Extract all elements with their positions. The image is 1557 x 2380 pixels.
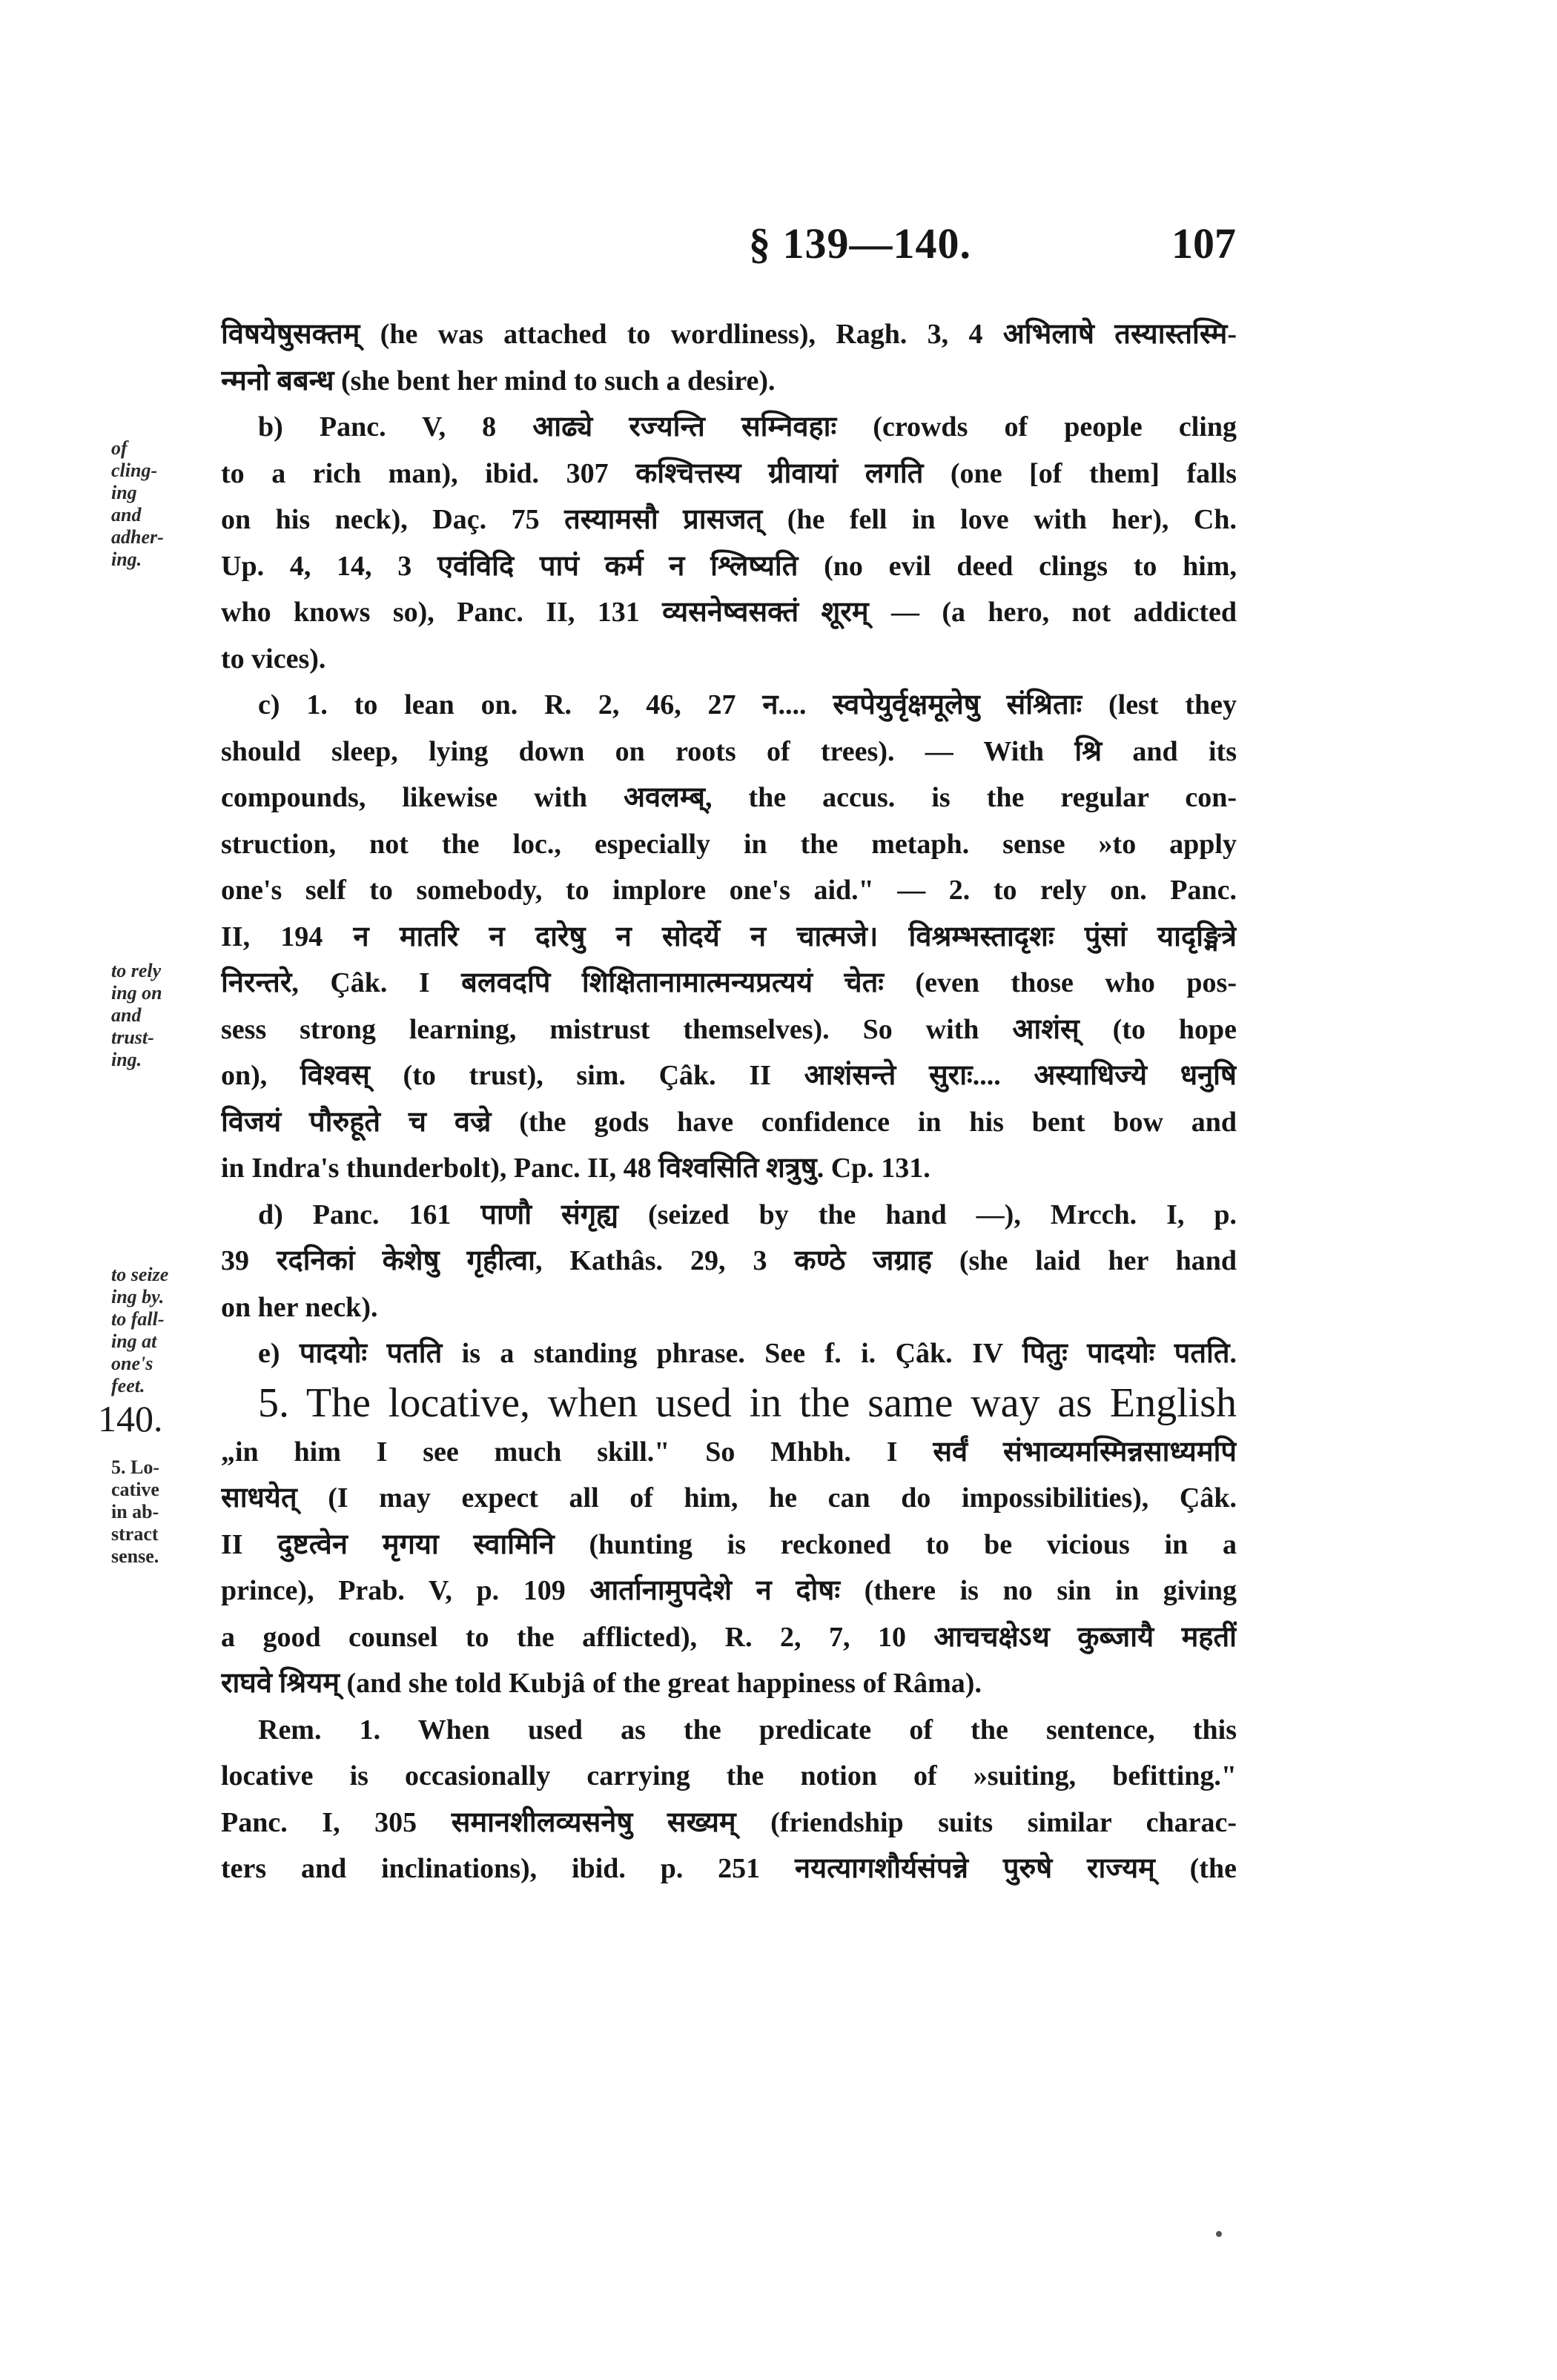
main-text: [221, 311, 1237, 1892]
margin-note-line: ing.: [111, 548, 142, 570]
text-line: Panc. I, 305 समानशीलव्यसनेषु सख्यम् (friendship suits similar charac-: [221, 1806, 1237, 1838]
margin-note-line: ing on: [111, 982, 162, 1004]
margin-note-locative: [111, 1456, 159, 1568]
text-line: e) पादयोः पतति is a standing phrase. See f. i. Çâk. IV पितुः पादयोः पतति.: [258, 1338, 1237, 1369]
text-line: prince), Prab. V, p. 109 आर्तानामुपदेशे न दोषः (there is no sin in giving: [221, 1575, 1237, 1606]
margin-note-line: and: [111, 1004, 142, 1026]
text-line: compounds, likewise with अवलम्ब्, the accus. is the regular con-: [221, 782, 1237, 813]
text-line: on her neck).: [221, 1291, 378, 1323]
page-number: 107: [1171, 219, 1236, 268]
margin-note-line: to rely: [111, 960, 162, 981]
margin-note-line: stract: [111, 1523, 159, 1545]
text-line: struction, not the loc., especially in the metaph. sense »to apply: [221, 828, 1237, 860]
text-line: न्मनो बबन्ध (she bent her mind to such a desire).: [221, 365, 776, 397]
margin-note-clinging: [111, 437, 164, 571]
text-line: one's self to somebody, to implore one's aid." — 2. to rely on. Panc.: [221, 875, 1237, 906]
text-line: d) Panc. 161 पाणौ संगृह्य (seized by the hand —), Mrcch. I, p.: [258, 1199, 1237, 1230]
text-line: a good counsel to the afflicted), R. 2, 7, 10 आचचक्षेऽथ कुब्जायै महतीं: [221, 1621, 1237, 1653]
margin-note-line: to seize: [111, 1264, 169, 1285]
margin-note-line: cative: [111, 1479, 159, 1500]
text-line: who knows so), Panc. II, 131 व्यसनेष्वसक्तं शूरम् — (a hero, not addicted: [221, 597, 1237, 628]
margin-note-line: of: [111, 437, 128, 459]
margin-note-seize: [111, 1264, 168, 1397]
text-line: II दुष्टत्वेन मृगया स्वामिनि (hunting is reckoned to be vicious in a: [221, 1528, 1237, 1560]
text-line: 5. The locative, when used in the same way as English: [258, 1379, 1237, 1426]
text-line: साधयेत् (I may expect all of him, he can do impossibilities), Çâk.: [221, 1482, 1237, 1514]
margin-note-line: and: [111, 504, 142, 526]
margin-note-line: ing.: [111, 1049, 142, 1070]
text-line: 39 रदनिकां केशेषु गृहीत्वा, Kathâs. 29, 3 कण्ठे जग्राह (she laid her hand: [221, 1245, 1237, 1276]
margin-note-line: one's: [111, 1353, 153, 1374]
text-line: locative is occasionally carrying the notion of »suiting, befitting.": [221, 1760, 1237, 1791]
print-speck: [1216, 2231, 1222, 2237]
margin-section-number: [98, 1397, 163, 1440]
running-header: [0, 219, 1557, 285]
margin-note-line: trust-: [111, 1027, 154, 1048]
text-line: to vices).: [221, 643, 326, 674]
margin-note-line: ing at: [111, 1330, 157, 1352]
text-line: in Indra's thunderbolt), Panc. II, 48 विश्वसिति शत्रुषु. Cp. 131.: [221, 1153, 930, 1184]
text-line: sess strong learning, mistrust themselves). So with आशंस् (to hope: [221, 1013, 1237, 1045]
text-line: c) 1. to lean on. R. 2, 46, 27 न.... स्वपेयुर्वृक्षमूलेषु संश्रिताः (lest they: [258, 689, 1237, 720]
text-line: on his neck), Daç. 75 तस्यामसौ प्रासजत् (he fell in love with her), Ch.: [221, 504, 1237, 535]
margin-notes: [0, 0, 215, 2380]
text-line: राघवे श्रियम् (and she told Kubjâ of the great happiness of Râma).: [221, 1668, 982, 1699]
margin-note-rely: [111, 960, 162, 1071]
text-line: b) Panc. V, 8 आढ्ये रज्यन्ति सम्निवहाः (crowds of people cling: [258, 411, 1237, 442]
text-line: „in him I see much skill." So Mhbh. I सर्वं संभाव्यमस्मिन्नसाध्यमपि: [221, 1436, 1237, 1468]
text-line: II, 194 न मातरि न दारेषु न सोदर्ये न चात्मजे। विश्रम्भस्तादृशः पुंसां यादृङ्मित्रे: [221, 921, 1237, 952]
text-line: on), विश्वस् (to trust), sim. Çâk. II आशंसन्ते सुराः.... अस्याधिज्ये धनुषि: [221, 1060, 1237, 1091]
text-line: Rem. 1. When used as the predicate of the sentence, this: [258, 1714, 1237, 1746]
text-line: विजयं पौरुहूते च वज्रे (the gods have confidence in his bent bow and: [221, 1106, 1237, 1138]
margin-note-line: ing by.: [111, 1286, 165, 1307]
margin-note-line: in ab-: [111, 1501, 159, 1522]
text-line: should sleep, lying down on roots of trees). — With श्रि and its: [221, 735, 1237, 767]
margin-note-line: feet.: [111, 1375, 145, 1396]
margin-note-line: sense.: [111, 1545, 159, 1567]
margin-note-line: ing: [111, 482, 137, 503]
text-line: Up. 4, 14, 3 एवंविदि पापं कर्म न श्लिष्यति (no evil deed clings to him,: [221, 550, 1237, 582]
text-line: निरन्तरे, Çâk. I बलवदपि शिक्षितानामात्मन्यप्रत्ययं चेतः (even those who pos-: [221, 967, 1237, 998]
margin-note-line: adher-: [111, 526, 164, 548]
text-line: ters and inclinations), ibid. p. 251 नयत्यागशौर्यसंपन्ने पुरुषे राज्यम् (the: [221, 1853, 1237, 1884]
text-line: विषयेषुसक्तम् (he was attached to wordliness), Ragh. 3, 4 अभिलाषे तस्यास्तस्मि-: [221, 319, 1237, 350]
text-line: to a rich man), ibid. 307 कश्चित्तस्य ग्रीवायां लगति (one [of them] falls: [221, 457, 1237, 489]
margin-note-line: to fall-: [111, 1308, 165, 1330]
margin-note-line: cling-: [111, 460, 158, 481]
margin-note-line: 140.: [98, 1398, 163, 1439]
section-reference: § 139—140.: [749, 219, 971, 268]
margin-note-line: 5. Lo-: [111, 1456, 159, 1478]
